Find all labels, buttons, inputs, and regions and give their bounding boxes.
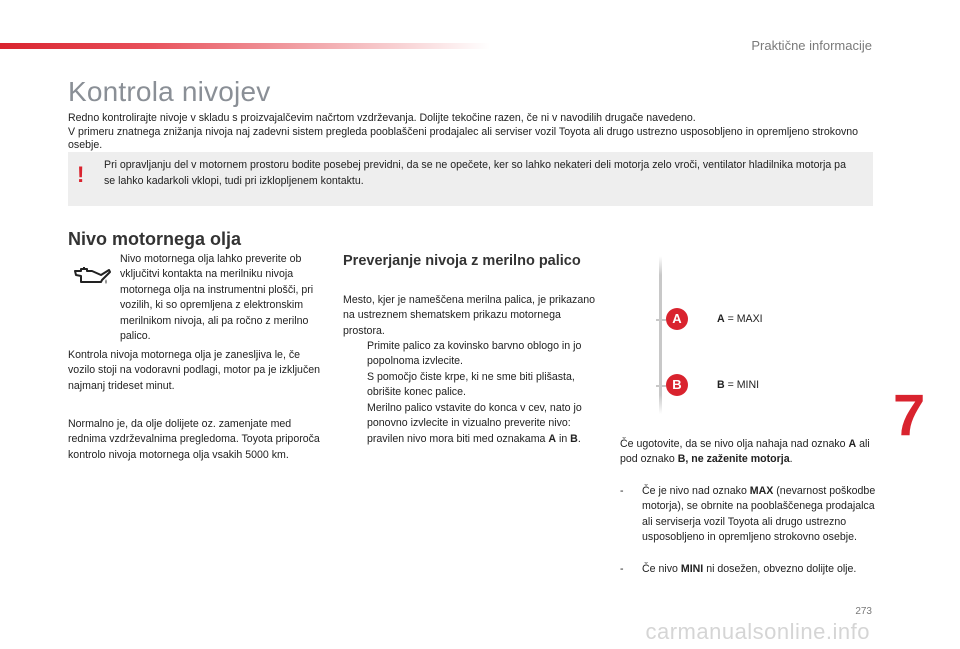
intro-line-1: Redno kontrolirajte nivoje v skladu s proizvajalčevim načrtom vzdrževanja. Dolijte tekočine razen, če ni v navodilih drugače navedeno. <box>68 112 696 124</box>
result-para: Če ugotovite, da se nivo olja nahaja nad oznako A ali pod oznako B, ne zaženite motorja. <box>620 438 870 466</box>
dipstick-step-1 <box>343 339 603 370</box>
intro-line-2: V primeru znatnega znižanja nivoja naj zadevni sistem pregleda pooblaščeni prodajalec ali serviser vozil Toyota ali drugo ustrezno usposobljeno in opremljeno strokovno osebje. <box>68 125 859 151</box>
step-text: Primite palico za kovinsko barvno oblogo in jo popolnoma izvlecite. <box>367 340 582 368</box>
step-text: S pomočjo čiste krpe, ki ne sme biti plišasta, obrišite konec palice. <box>367 371 575 399</box>
marker-a-tick <box>656 319 666 321</box>
marker-b-caption: B = MINI <box>717 379 760 391</box>
page-title: Kontrola nivojev <box>68 76 271 107</box>
result-item-2 <box>620 562 882 577</box>
dipstick-intro: Mesto, kjer je nameščena merilna palica, je prikazano na ustreznem shematskem prikazu motornega prostora. <box>343 294 596 337</box>
oil-can-icon <box>72 262 112 290</box>
step-text: Merilno palico vstavite do konca v cev, nato jo ponovno izvlecite in vizualno preverite nivo: pravilen nivo mora biti med oznakama A in B. <box>367 402 582 445</box>
engine-oil-heading: Nivo motornega olja <box>68 229 242 249</box>
warning-box <box>68 152 873 206</box>
marker-b: B <box>666 374 688 396</box>
result-item-1 <box>620 484 882 546</box>
marker-a-caption: A = MAXI <box>717 313 763 325</box>
page-number: 273 <box>855 606 872 617</box>
engine-oil-para-1: Nivo motornega olja lahko preverite ob vključitvi kontakta na merilniku nivoja motornega olja na instrumentni plošči, pri vozilih, ki so opremljena z elektronskim merilnikom nivoja, ali pa ročno z merilno palico. <box>120 253 314 343</box>
engine-oil-para-3: Normalno je, da olje dolijete oz. zamenjate med rednima vzdrževalnima pregledoma. Toyota priporoča kontrolo nivoja motornega olja vsakih 5000 km. <box>68 418 320 461</box>
watermark: carmanualsonline.info <box>645 619 870 644</box>
dash-bullet: - <box>620 485 624 497</box>
section-title: Praktične informacije <box>751 38 872 53</box>
chapter-number: 7 <box>893 383 926 448</box>
header-accent-bar <box>0 43 490 49</box>
marker-b-tick <box>656 385 666 387</box>
engine-oil-para-2: Kontrola nivoja motornega olja je zanesljiva le, če vozilo stoji na vodoravni podlagi, motor pa je izključen najmanj trideset minut. <box>68 349 321 392</box>
intro-text <box>68 112 868 153</box>
warning-icon: ! <box>77 162 85 187</box>
result-item-text: Če nivo MINI ni dosežen, obvezno dolijte olje. <box>642 563 857 575</box>
result-item-text: Če je nivo nad oznako MAX (nevarnost poškodbe motorja), se obrnite na pooblaščenega prodajalca ali serviserja vozil Toyota ali drugo ustrezno usposobljeno in opremljeno strokovno osebje. <box>642 485 876 544</box>
dash-bullet: - <box>620 563 624 575</box>
marker-a: A <box>666 308 688 330</box>
dipstick-step-2 <box>343 370 603 401</box>
dipstick-step-3 <box>343 401 603 447</box>
dipstick-illustration <box>659 256 662 414</box>
dipstick-heading: Preverjanje nivoja z merilno palico <box>343 253 581 269</box>
warning-text: Pri opravljanju del v motornem prostoru bodite posebej previdni, da se ne opečete, ker so lahko nekateri deli motorja zelo vroči, ventilator hladilnika motorja pa se lahko kadarkoli vklopi, tudi pri izklopljenem kontaktu. <box>104 159 846 187</box>
